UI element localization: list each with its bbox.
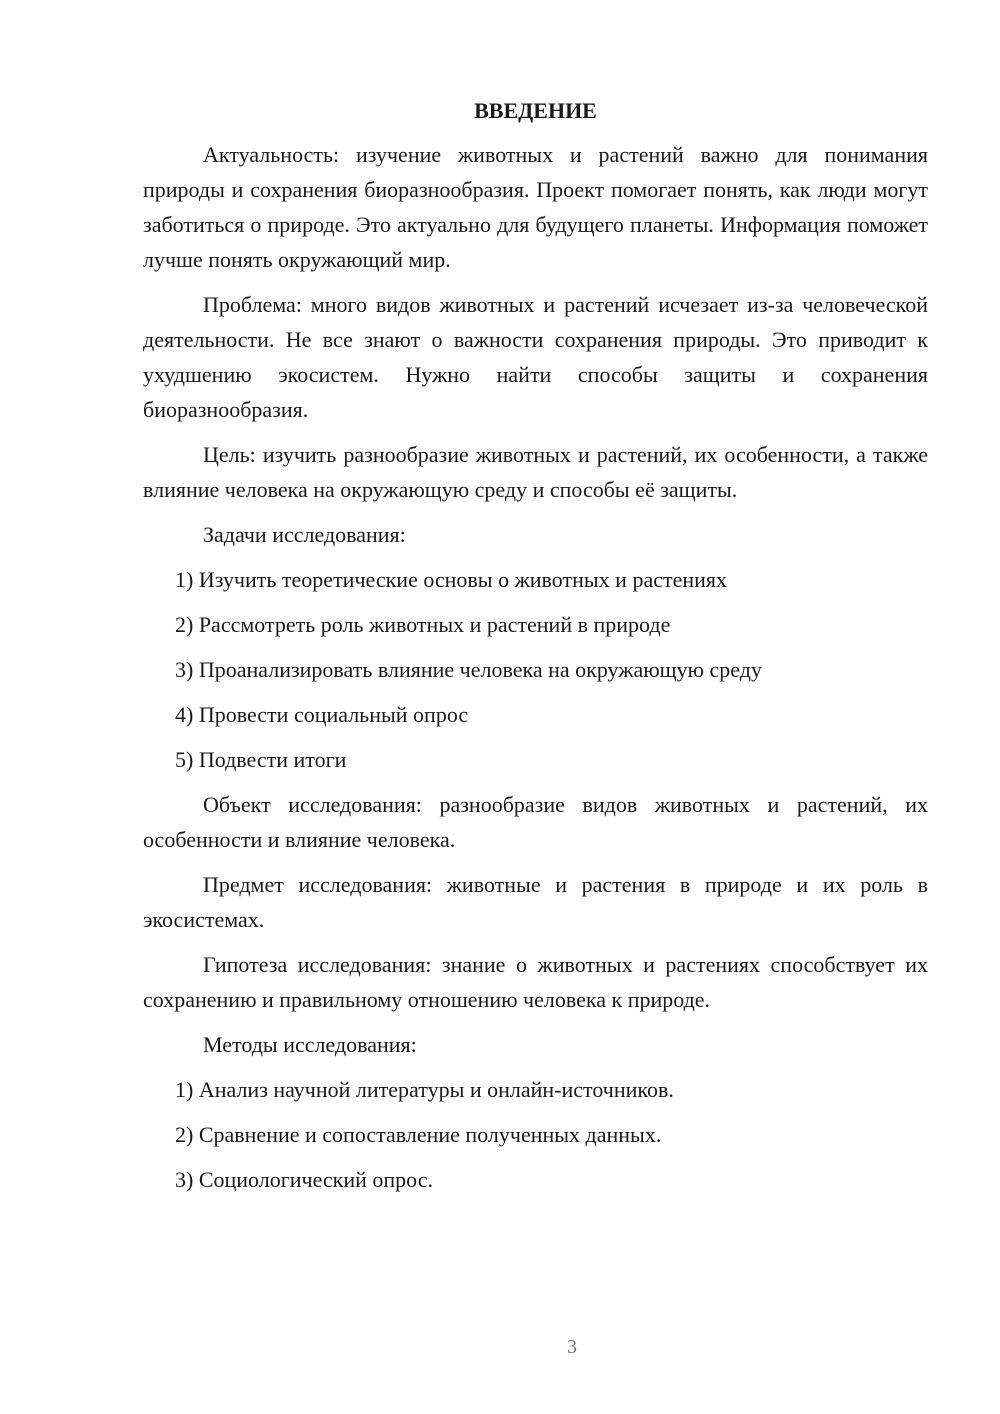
page-number: 3 — [567, 1336, 577, 1358]
tasks-list — [143, 562, 928, 777]
subject-paragraph: Предмет исследования: животные и растения в природе и их роль в экосистемах. — [143, 872, 928, 932]
task-item: 4) Провести социальный опрос — [175, 702, 469, 727]
goal-paragraph: Цель: изучить разнообразие животных и растений, их особенности, а также влияние человека на окружающую среду и способы её защиты. — [143, 442, 928, 502]
object-paragraph: Объект исследования: разнообразие видов животных и растений, их особенности и влияние человека. — [143, 792, 928, 852]
method-item: 3) Социологический опрос. — [175, 1167, 433, 1192]
task-item: 2) Рассмотреть роль животных и растений в природе — [175, 612, 671, 637]
page-content — [143, 93, 928, 1207]
task-item: 5) Подвести итоги — [175, 747, 347, 772]
page-title: ВВЕДЕНИЕ — [474, 98, 597, 123]
method-item: 2) Сравнение и сопоставление полученных данных. — [175, 1122, 662, 1147]
hypothesis-paragraph: Гипотеза исследования: знание о животных и растениях способствует их сохранению и правильному отношению человека к природе. — [143, 952, 928, 1012]
task-item: 3) Проанализировать влияние человека на окружающую среду — [175, 657, 762, 682]
problem-paragraph: Проблема: много видов животных и растений исчезает из-за человеческой деятельности. Не все знают о важности сохранения природы. Это приводит к ухудшению экосистем. Нужно найти способы защиты и сохранения биоразнообразия. — [143, 292, 928, 422]
methods-list — [143, 1072, 928, 1197]
methods-heading: Методы исследования: — [203, 1032, 417, 1057]
task-item: 1) Изучить теоретические основы о животных и растениях — [175, 567, 728, 592]
relevance-paragraph: Актуальность: изучение животных и растений важно для понимания природы и сохранения биоразнообразия. Проект помогает понять, как люди могут заботиться о природе. Это актуально для будущего планеты. Информация поможет лучше понять окружающий мир. — [143, 142, 928, 272]
tasks-heading: Задачи исследования: — [203, 522, 406, 547]
method-item: 1) Анализ научной литературы и онлайн-источников. — [175, 1077, 674, 1102]
